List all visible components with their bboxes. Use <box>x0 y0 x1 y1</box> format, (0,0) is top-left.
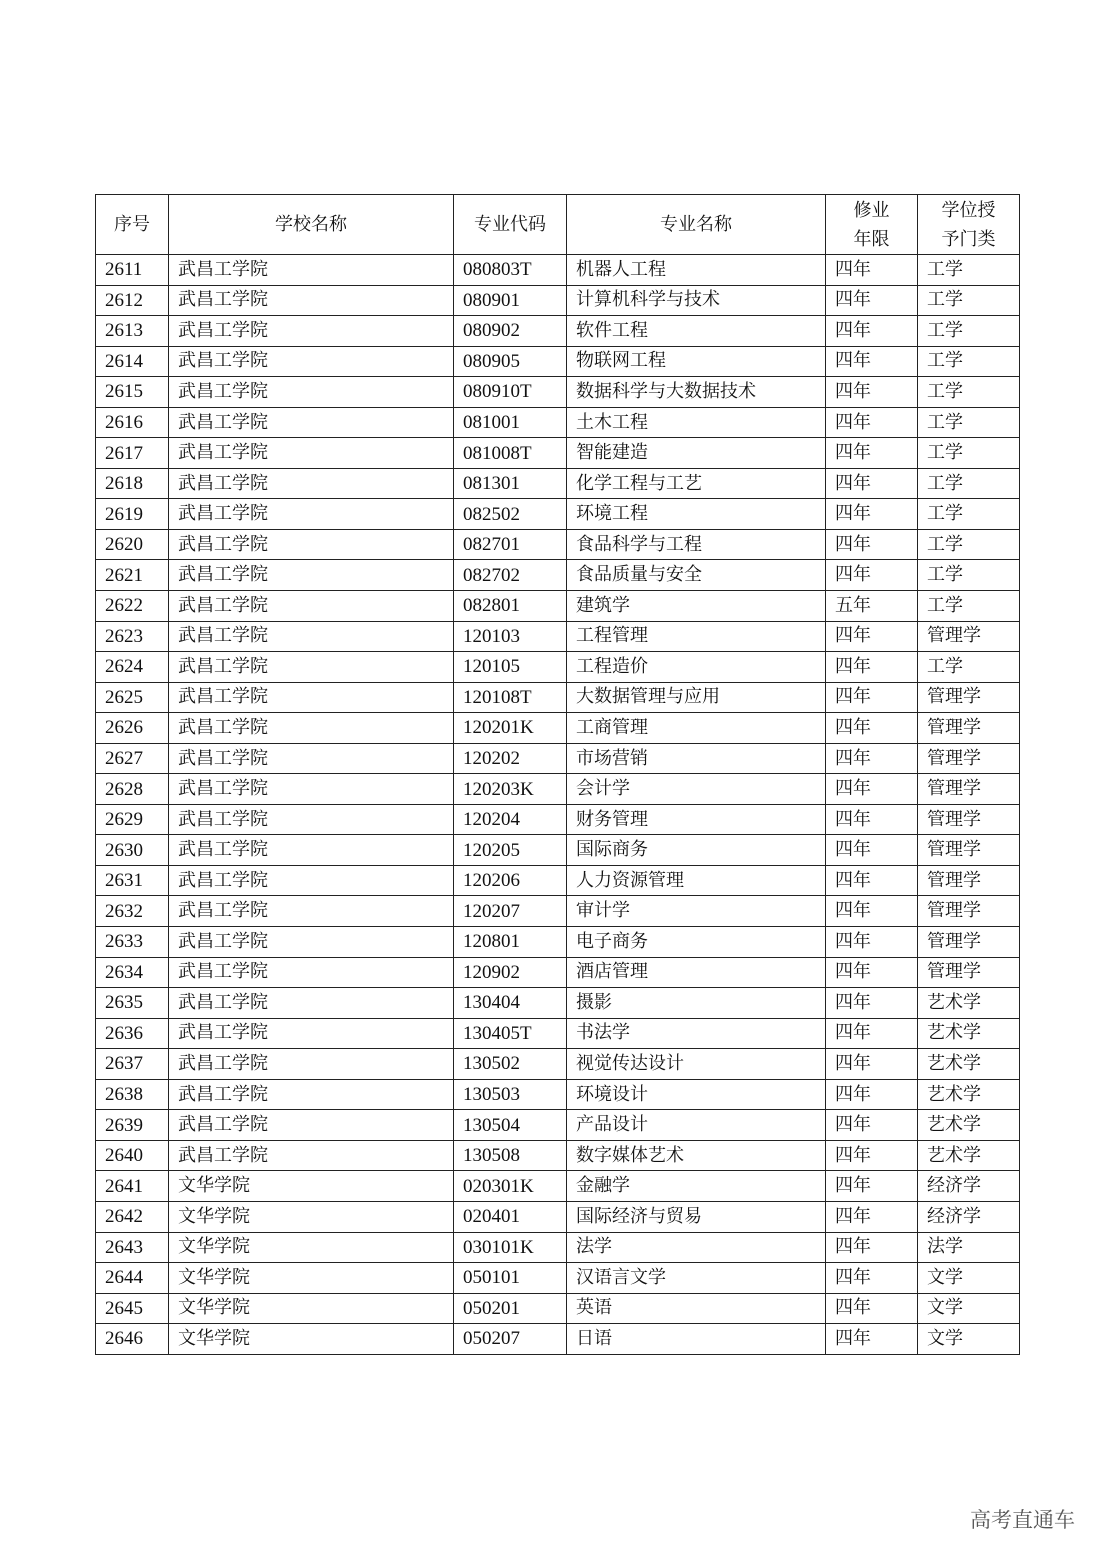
cell-degree: 管理学 <box>918 743 1020 774</box>
header-duration-line1: 修业 <box>853 199 890 221</box>
table-row <box>96 407 1020 438</box>
cell-duration: 四年 <box>826 988 918 1019</box>
cell-code: 120203K <box>454 774 567 805</box>
cell-degree: 工学 <box>918 560 1020 591</box>
cell-school: 文华学院 <box>169 1171 454 1202</box>
cell-school: 文华学院 <box>169 1201 454 1232</box>
cell-seq: 2629 <box>96 804 169 835</box>
table-row <box>96 621 1020 652</box>
cell-code: 130508 <box>454 1140 567 1171</box>
table-row <box>96 438 1020 469</box>
cell-code: 120103 <box>454 621 567 652</box>
cell-code: 082801 <box>454 591 567 622</box>
cell-code: 080901 <box>454 285 567 316</box>
cell-seq: 2618 <box>96 468 169 499</box>
cell-school: 武昌工学院 <box>169 743 454 774</box>
cell-code: 130503 <box>454 1079 567 1110</box>
table-row <box>96 743 1020 774</box>
cell-major: 工程造价 <box>567 652 826 683</box>
cell-duration: 四年 <box>826 865 918 896</box>
cell-code: 082701 <box>454 529 567 560</box>
cell-seq: 2633 <box>96 927 169 958</box>
cell-code: 030101K <box>454 1232 567 1263</box>
cell-duration: 四年 <box>826 316 918 347</box>
cell-code: 130502 <box>454 1049 567 1080</box>
cell-seq: 2622 <box>96 591 169 622</box>
cell-code: 130404 <box>454 988 567 1019</box>
cell-duration: 四年 <box>826 468 918 499</box>
cell-major: 视觉传达设计 <box>567 1049 826 1080</box>
cell-seq: 2639 <box>96 1110 169 1141</box>
cell-major: 国际商务 <box>567 835 826 866</box>
cell-degree: 经济学 <box>918 1201 1020 1232</box>
table-row <box>96 835 1020 866</box>
table-row <box>96 499 1020 530</box>
cell-code: 130504 <box>454 1110 567 1141</box>
cell-duration: 四年 <box>826 560 918 591</box>
cell-duration: 四年 <box>826 927 918 958</box>
cell-degree: 工学 <box>918 285 1020 316</box>
cell-degree: 工学 <box>918 529 1020 560</box>
cell-school: 武昌工学院 <box>169 499 454 530</box>
cell-seq: 2620 <box>96 529 169 560</box>
table-row <box>96 346 1020 377</box>
cell-seq: 2626 <box>96 713 169 744</box>
cell-degree: 工学 <box>918 652 1020 683</box>
table-row <box>96 529 1020 560</box>
cell-school: 武昌工学院 <box>169 377 454 408</box>
cell-degree: 工学 <box>918 316 1020 347</box>
cell-code: 050201 <box>454 1293 567 1324</box>
header-major: 专业名称 <box>567 195 826 255</box>
cell-major: 计算机科学与技术 <box>567 285 826 316</box>
cell-school: 文华学院 <box>169 1263 454 1294</box>
cell-seq: 2614 <box>96 346 169 377</box>
majors-table <box>95 194 1020 1355</box>
table-row <box>96 1263 1020 1294</box>
table-row <box>96 927 1020 958</box>
cell-major: 食品科学与工程 <box>567 529 826 560</box>
cell-seq: 2624 <box>96 652 169 683</box>
cell-duration: 四年 <box>826 652 918 683</box>
cell-code: 081001 <box>454 407 567 438</box>
cell-seq: 2630 <box>96 835 169 866</box>
table-body <box>96 255 1020 1355</box>
cell-degree: 管理学 <box>918 865 1020 896</box>
table-row <box>96 1049 1020 1080</box>
header-degree-line1: 学位授 <box>941 199 996 221</box>
cell-code: 081008T <box>454 438 567 469</box>
cell-code: 120902 <box>454 957 567 988</box>
cell-school: 武昌工学院 <box>169 346 454 377</box>
cell-degree: 管理学 <box>918 896 1020 927</box>
table-row <box>96 1110 1020 1141</box>
table-row <box>96 1079 1020 1110</box>
header-school: 学校名称 <box>169 195 454 255</box>
cell-school: 武昌工学院 <box>169 988 454 1019</box>
cell-major: 市场营销 <box>567 743 826 774</box>
cell-seq: 2616 <box>96 407 169 438</box>
cell-major: 摄影 <box>567 988 826 1019</box>
cell-seq: 2634 <box>96 957 169 988</box>
cell-major: 化学工程与工艺 <box>567 468 826 499</box>
cell-duration: 四年 <box>826 1232 918 1263</box>
cell-major: 会计学 <box>567 774 826 805</box>
cell-duration: 四年 <box>826 1263 918 1294</box>
cell-seq: 2627 <box>96 743 169 774</box>
table-row <box>96 1293 1020 1324</box>
cell-code: 120207 <box>454 896 567 927</box>
table-row <box>96 377 1020 408</box>
cell-school: 武昌工学院 <box>169 621 454 652</box>
cell-major: 环境设计 <box>567 1079 826 1110</box>
cell-seq: 2644 <box>96 1263 169 1294</box>
table-row <box>96 1232 1020 1263</box>
cell-code: 120105 <box>454 652 567 683</box>
table-row <box>96 957 1020 988</box>
table-row <box>96 591 1020 622</box>
cell-seq: 2612 <box>96 285 169 316</box>
cell-major: 日语 <box>567 1324 826 1355</box>
cell-seq: 2636 <box>96 1018 169 1049</box>
cell-code: 120204 <box>454 804 567 835</box>
table-row <box>96 560 1020 591</box>
watermark: 高考直通车 <box>970 1508 1075 1532</box>
cell-seq: 2625 <box>96 682 169 713</box>
table-row <box>96 285 1020 316</box>
cell-duration: 四年 <box>826 896 918 927</box>
cell-degree: 工学 <box>918 255 1020 286</box>
cell-degree: 管理学 <box>918 621 1020 652</box>
cell-seq: 2613 <box>96 316 169 347</box>
cell-duration: 四年 <box>826 285 918 316</box>
cell-seq: 2611 <box>96 255 169 286</box>
cell-school: 武昌工学院 <box>169 865 454 896</box>
cell-school: 武昌工学院 <box>169 835 454 866</box>
cell-major: 食品质量与安全 <box>567 560 826 591</box>
cell-major: 软件工程 <box>567 316 826 347</box>
cell-code: 120206 <box>454 865 567 896</box>
cell-degree: 工学 <box>918 438 1020 469</box>
cell-code: 020401 <box>454 1201 567 1232</box>
cell-school: 武昌工学院 <box>169 560 454 591</box>
cell-code: 080910T <box>454 377 567 408</box>
cell-degree: 工学 <box>918 591 1020 622</box>
cell-code: 082702 <box>454 560 567 591</box>
cell-duration: 四年 <box>826 804 918 835</box>
cell-duration: 四年 <box>826 438 918 469</box>
cell-seq: 2621 <box>96 560 169 591</box>
cell-major: 大数据管理与应用 <box>567 682 826 713</box>
cell-duration: 四年 <box>826 713 918 744</box>
cell-code: 081301 <box>454 468 567 499</box>
cell-degree: 工学 <box>918 346 1020 377</box>
table-header-row <box>96 195 1020 255</box>
cell-duration: 四年 <box>826 499 918 530</box>
cell-major: 物联网工程 <box>567 346 826 377</box>
cell-degree: 艺术学 <box>918 1049 1020 1080</box>
cell-school: 武昌工学院 <box>169 927 454 958</box>
header-degree-line2: 予门类 <box>941 228 996 250</box>
cell-seq: 2615 <box>96 377 169 408</box>
cell-school: 文华学院 <box>169 1293 454 1324</box>
cell-degree: 工学 <box>918 499 1020 530</box>
table-row <box>96 255 1020 286</box>
cell-school: 武昌工学院 <box>169 1110 454 1141</box>
cell-duration: 四年 <box>826 377 918 408</box>
header-code: 专业代码 <box>454 195 567 255</box>
cell-major: 法学 <box>567 1232 826 1263</box>
cell-duration: 四年 <box>826 1018 918 1049</box>
cell-duration: 四年 <box>826 957 918 988</box>
cell-degree: 管理学 <box>918 957 1020 988</box>
cell-degree: 管理学 <box>918 835 1020 866</box>
cell-school: 武昌工学院 <box>169 804 454 835</box>
cell-seq: 2638 <box>96 1079 169 1110</box>
table-row <box>96 896 1020 927</box>
cell-school: 武昌工学院 <box>169 407 454 438</box>
cell-duration: 四年 <box>826 1140 918 1171</box>
cell-duration: 四年 <box>826 682 918 713</box>
cell-code: 120201K <box>454 713 567 744</box>
cell-major: 智能建造 <box>567 438 826 469</box>
cell-school: 文华学院 <box>169 1324 454 1355</box>
cell-major: 英语 <box>567 1293 826 1324</box>
table-row <box>96 1171 1020 1202</box>
cell-seq: 2632 <box>96 896 169 927</box>
cell-degree: 文学 <box>918 1324 1020 1355</box>
cell-degree: 艺术学 <box>918 1079 1020 1110</box>
cell-school: 武昌工学院 <box>169 713 454 744</box>
cell-major: 审计学 <box>567 896 826 927</box>
cell-seq: 2641 <box>96 1171 169 1202</box>
cell-seq: 2643 <box>96 1232 169 1263</box>
cell-degree: 管理学 <box>918 713 1020 744</box>
cell-duration: 四年 <box>826 1293 918 1324</box>
table-row <box>96 1324 1020 1355</box>
cell-code: 020301K <box>454 1171 567 1202</box>
cell-duration: 五年 <box>826 591 918 622</box>
cell-duration: 四年 <box>826 835 918 866</box>
cell-major: 建筑学 <box>567 591 826 622</box>
cell-seq: 2640 <box>96 1140 169 1171</box>
cell-duration: 四年 <box>826 743 918 774</box>
cell-school: 武昌工学院 <box>169 682 454 713</box>
cell-duration: 四年 <box>826 407 918 438</box>
header-degree <box>918 195 1020 255</box>
cell-school: 武昌工学院 <box>169 652 454 683</box>
cell-degree: 艺术学 <box>918 1140 1020 1171</box>
header-duration <box>826 195 918 255</box>
cell-code: 080902 <box>454 316 567 347</box>
cell-duration: 四年 <box>826 346 918 377</box>
table-row <box>96 774 1020 805</box>
cell-degree: 管理学 <box>918 804 1020 835</box>
table-row <box>96 865 1020 896</box>
cell-seq: 2645 <box>96 1293 169 1324</box>
cell-degree: 管理学 <box>918 682 1020 713</box>
table-row <box>96 1140 1020 1171</box>
cell-degree: 文学 <box>918 1263 1020 1294</box>
cell-major: 数据科学与大数据技术 <box>567 377 826 408</box>
cell-code: 120202 <box>454 743 567 774</box>
cell-school: 武昌工学院 <box>169 1140 454 1171</box>
cell-degree: 艺术学 <box>918 1110 1020 1141</box>
cell-duration: 四年 <box>826 1049 918 1080</box>
header-duration-line2: 年限 <box>853 228 890 250</box>
cell-seq: 2642 <box>96 1201 169 1232</box>
cell-major: 土木工程 <box>567 407 826 438</box>
cell-major: 数字媒体艺术 <box>567 1140 826 1171</box>
cell-school: 武昌工学院 <box>169 255 454 286</box>
cell-major: 金融学 <box>567 1171 826 1202</box>
cell-duration: 四年 <box>826 1110 918 1141</box>
cell-seq: 2631 <box>96 865 169 896</box>
table-row <box>96 804 1020 835</box>
cell-school: 文华学院 <box>169 1232 454 1263</box>
cell-duration: 四年 <box>826 774 918 805</box>
header-seq: 序号 <box>96 195 169 255</box>
cell-school: 武昌工学院 <box>169 957 454 988</box>
cell-code: 050101 <box>454 1263 567 1294</box>
cell-duration: 四年 <box>826 1324 918 1355</box>
cell-major: 工程管理 <box>567 621 826 652</box>
cell-school: 武昌工学院 <box>169 896 454 927</box>
cell-code: 080905 <box>454 346 567 377</box>
cell-code: 130405T <box>454 1018 567 1049</box>
table-row <box>96 988 1020 1019</box>
cell-school: 武昌工学院 <box>169 1079 454 1110</box>
cell-major: 机器人工程 <box>567 255 826 286</box>
cell-school: 武昌工学院 <box>169 1018 454 1049</box>
cell-degree: 管理学 <box>918 774 1020 805</box>
cell-degree: 艺术学 <box>918 1018 1020 1049</box>
cell-seq: 2617 <box>96 438 169 469</box>
cell-major: 产品设计 <box>567 1110 826 1141</box>
cell-duration: 四年 <box>826 529 918 560</box>
cell-duration: 四年 <box>826 255 918 286</box>
cell-school: 武昌工学院 <box>169 316 454 347</box>
cell-school: 武昌工学院 <box>169 774 454 805</box>
table-row <box>96 713 1020 744</box>
table-row <box>96 1201 1020 1232</box>
cell-major: 酒店管理 <box>567 957 826 988</box>
cell-seq: 2623 <box>96 621 169 652</box>
cell-code: 120801 <box>454 927 567 958</box>
cell-duration: 四年 <box>826 1201 918 1232</box>
cell-code: 082502 <box>454 499 567 530</box>
cell-school: 武昌工学院 <box>169 529 454 560</box>
table-row <box>96 682 1020 713</box>
cell-degree: 工学 <box>918 407 1020 438</box>
cell-code: 050207 <box>454 1324 567 1355</box>
cell-degree: 工学 <box>918 468 1020 499</box>
cell-major: 环境工程 <box>567 499 826 530</box>
cell-code: 120108T <box>454 682 567 713</box>
cell-degree: 经济学 <box>918 1171 1020 1202</box>
cell-degree: 艺术学 <box>918 988 1020 1019</box>
cell-seq: 2635 <box>96 988 169 1019</box>
cell-degree: 管理学 <box>918 927 1020 958</box>
cell-major: 国际经济与贸易 <box>567 1201 826 1232</box>
cell-major: 人力资源管理 <box>567 865 826 896</box>
cell-degree: 文学 <box>918 1293 1020 1324</box>
cell-duration: 四年 <box>826 621 918 652</box>
cell-duration: 四年 <box>826 1171 918 1202</box>
cell-major: 书法学 <box>567 1018 826 1049</box>
cell-seq: 2637 <box>96 1049 169 1080</box>
cell-school: 武昌工学院 <box>169 285 454 316</box>
cell-major: 财务管理 <box>567 804 826 835</box>
cell-major: 工商管理 <box>567 713 826 744</box>
table-row <box>96 1018 1020 1049</box>
table-row <box>96 468 1020 499</box>
table-row <box>96 652 1020 683</box>
cell-major: 电子商务 <box>567 927 826 958</box>
cell-major: 汉语言文学 <box>567 1263 826 1294</box>
cell-code: 120205 <box>454 835 567 866</box>
cell-seq: 2646 <box>96 1324 169 1355</box>
cell-duration: 四年 <box>826 1079 918 1110</box>
cell-school: 武昌工学院 <box>169 468 454 499</box>
cell-school: 武昌工学院 <box>169 1049 454 1080</box>
cell-degree: 法学 <box>918 1232 1020 1263</box>
cell-seq: 2619 <box>96 499 169 530</box>
cell-school: 武昌工学院 <box>169 438 454 469</box>
cell-code: 080803T <box>454 255 567 286</box>
cell-school: 武昌工学院 <box>169 591 454 622</box>
table-row <box>96 316 1020 347</box>
cell-degree: 工学 <box>918 377 1020 408</box>
cell-seq: 2628 <box>96 774 169 805</box>
